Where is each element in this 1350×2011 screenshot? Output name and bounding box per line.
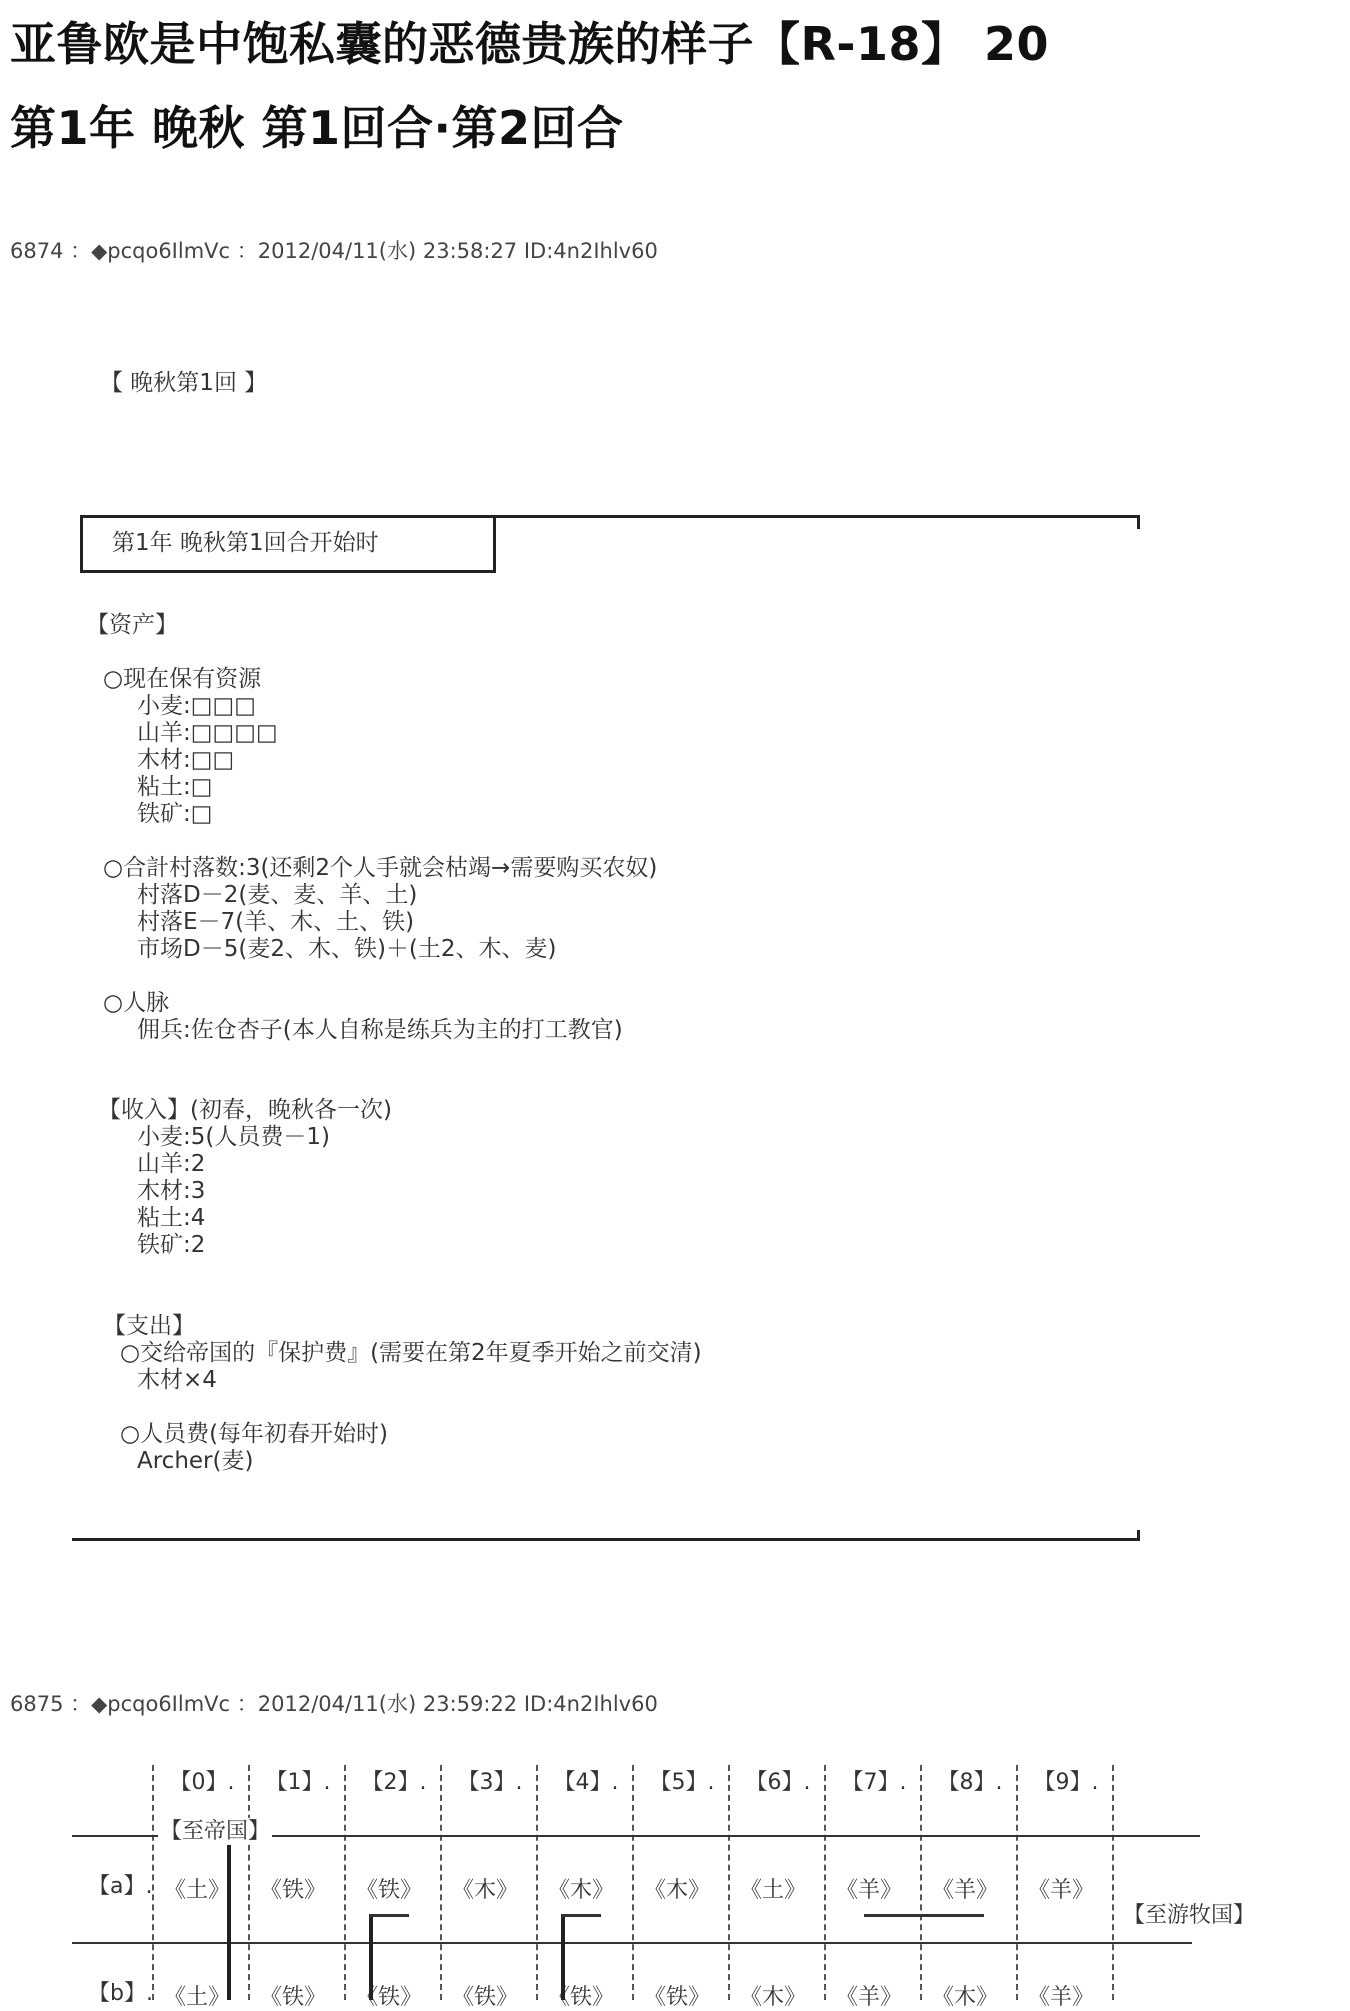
chapter-title: 第1年 晚秋 第1回合·第2回合: [10, 101, 624, 155]
map-cell-a: 《羊》: [1027, 1878, 1094, 1903]
villages-heading: ○合計村落数:3(还剩2个人手就会枯竭→需要购买农奴): [103, 855, 658, 881]
phase-label: 【 晚秋第1回 】: [100, 370, 268, 396]
column-separator: [1112, 1765, 1114, 2000]
column-header-0: 【0】.: [169, 1770, 235, 1795]
expense-protection-detail: 木材×4: [137, 1367, 217, 1393]
resources-heading: ○现在保有资源: [103, 666, 262, 692]
income-iron: 铁矿:2: [137, 1232, 206, 1258]
thread-title: 亚鲁欧是中饱私囊的恶德贵族的样子【R-18】 20: [10, 17, 1050, 71]
map-cell-a: 《羊》: [835, 1878, 902, 1903]
column-header-1: 【1】.: [265, 1770, 331, 1795]
income-heading: 【收入】(初春，晚秋各一次): [98, 1097, 392, 1123]
map-cell-b: 《铁》: [451, 1985, 518, 2010]
map-cell-b: 《铁》: [259, 1985, 326, 2010]
map-cell-b: 《土》: [163, 1985, 230, 2010]
income-goat: 山羊:2: [137, 1151, 206, 1177]
income-wood: 木材:3: [137, 1178, 206, 1204]
map-cell-a: 《土》: [163, 1878, 230, 1903]
map-cell-b: 《羊》: [1027, 1985, 1094, 2010]
market-d5: 市场D－5(麦2、木、铁)＋(土2、木、麦): [137, 936, 557, 962]
map-cell-a: 《木》: [547, 1878, 614, 1903]
resource-clay: 粘土:□: [137, 774, 213, 800]
resource-iron: 铁矿:□: [137, 801, 213, 827]
map-cell-a: 《羊》: [931, 1878, 998, 1903]
expense-protection: ○交给帝国的『保护费』(需要在第2年夏季开始之前交清): [120, 1340, 702, 1366]
expense-heading: 【支出】: [103, 1313, 195, 1339]
column-header-8: 【8】.: [937, 1770, 1003, 1795]
to-nomad-label: 【至游牧国】: [1123, 1903, 1256, 1928]
map-cell-a: 《木》: [643, 1878, 710, 1903]
map-cell-a: 《铁》: [355, 1878, 422, 1903]
village-d2: 村落D－2(麦、麦、羊、土): [137, 882, 418, 908]
row-label-b: 【b】.: [88, 1981, 153, 2006]
expense-personnel: ○人员费(每年初春开始时): [120, 1421, 389, 1447]
map-cell-b: 《木》: [739, 1985, 806, 2010]
box-top-rule: [490, 515, 1140, 518]
network-heading: ○人脉: [103, 990, 170, 1016]
road-horizontal: [864, 1914, 984, 1917]
box-bottom-rule: [72, 1538, 1140, 1541]
village-e7: 村落E－7(羊、木、土、铁): [137, 909, 415, 935]
road-horizontal: [369, 1914, 409, 1917]
road-vertical: [227, 1845, 231, 2000]
map-cell-b: 《羊》: [835, 1985, 902, 2010]
box-corner-right: [1137, 515, 1140, 529]
column-header-9: 【9】.: [1033, 1770, 1099, 1795]
resource-wheat: 小麦:□□□: [137, 693, 256, 719]
road-vertical: [369, 1914, 373, 2000]
row-label-a: 【a】.: [88, 1874, 153, 1899]
road-vertical: [561, 1914, 565, 2000]
map-cell-b: 《铁》: [355, 1985, 422, 2010]
map-cell-b: 《铁》: [643, 1985, 710, 2010]
expense-personnel-detail: Archer(麦): [137, 1448, 254, 1474]
map-cell-a: 《木》: [451, 1878, 518, 1903]
income-wheat: 小麦:5(人员费－1): [137, 1124, 330, 1150]
column-header-7: 【7】.: [841, 1770, 907, 1795]
map-cell-b: 《铁》: [547, 1985, 614, 2010]
box-corner-bottom-right: [1137, 1530, 1140, 1540]
road-horizontal: [561, 1914, 601, 1917]
column-header-6: 【6】.: [745, 1770, 811, 1795]
network-mercenary: 佣兵:佐仓杏子(本人自称是练兵为主的打工教官): [137, 1017, 623, 1043]
row-rule-middle: [72, 1942, 1192, 1944]
map-cell-a: 《土》: [739, 1878, 806, 1903]
column-header-4: 【4】.: [553, 1770, 619, 1795]
map-cell-b: 《木》: [931, 1985, 998, 2010]
assets-heading: 【资产】: [86, 612, 178, 638]
box-title: 第1年 晚秋第1回合开始时: [112, 530, 379, 556]
resource-goat: 山羊:□□□□: [137, 720, 278, 746]
post-header: 6874 ：◆pcqo6IlmVc ：2012/04/11(水) 23:58:27 ID:4n2Ihlv60: [10, 239, 658, 263]
column-header-5: 【5】.: [649, 1770, 715, 1795]
post-header: 6875 ：◆pcqo6IlmVc ：2012/04/11(水) 23:59:22 ID:4n2Ihlv60: [10, 1692, 658, 1716]
map-cell-a: 《铁》: [259, 1878, 326, 1903]
to-empire-label: 【至帝国】: [160, 1819, 271, 1844]
income-clay: 粘土:4: [137, 1205, 206, 1231]
column-header-3: 【3】.: [457, 1770, 523, 1795]
column-header-2: 【2】.: [361, 1770, 427, 1795]
resource-wood: 木材:□□: [137, 747, 235, 773]
